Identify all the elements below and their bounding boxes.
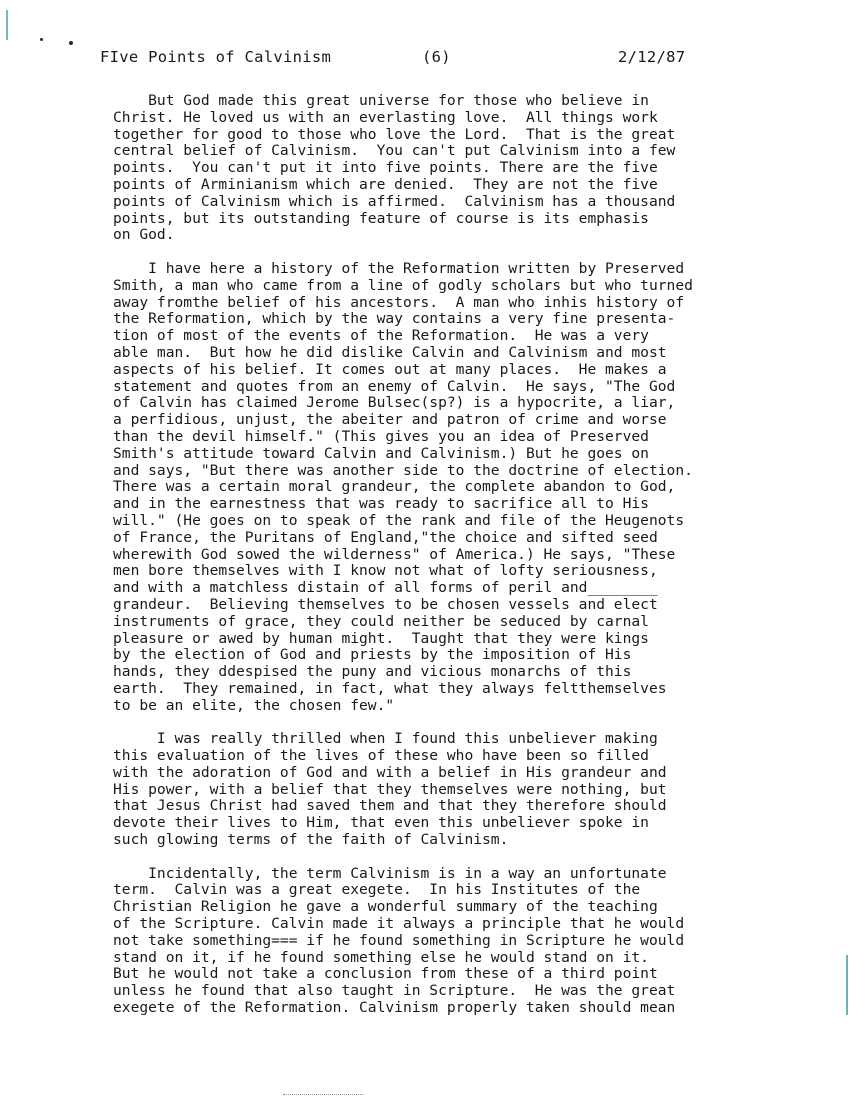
text-line: earth. They remained, in fact, what they always feltthemselves [113, 679, 667, 697]
text-line: But God made this great universe for those who believe in [113, 92, 649, 109]
text-line: stand on it, if he found something else he would stand on it. [113, 948, 649, 966]
text-line: exegete of the Reformation. Calvinism properly taken should mean [113, 999, 676, 1017]
text-line: statement and quotes from an enemy of Calvin. He says, "The God [113, 377, 676, 395]
text-line: But he would not take a conclusion from these of a third point [113, 965, 658, 983]
text-line: I was really thrilled when I found this unbeliever making [113, 730, 658, 748]
text-line: Christian Religion he gave a wonderful summary of the teaching [113, 898, 658, 916]
text-line: together for good to those who love the Lord. That is the great [113, 125, 676, 143]
paragraph [113, 261, 803, 715]
text-line: points. You can't put it into five points. There are the five [113, 159, 658, 177]
text-line: this evaluation of the lives of these who have been so filled [113, 747, 649, 765]
text-line: central belief of Calvinism. You can't put Calvinism into a few [113, 142, 676, 160]
stray-dot [40, 38, 43, 41]
paragraph [113, 93, 803, 244]
text-line: Christ. He loved us with an everlasting love. All things work [113, 108, 658, 126]
text-line: instruments of grace, they could neither be seduced by carnal [113, 612, 649, 630]
text-line: devote their lives to Him, that even this unbeliever spoke in [113, 814, 649, 832]
paragraph [113, 866, 803, 1017]
text-line: not take something=== if he found something in Scripture he would [113, 931, 685, 949]
text-line: and in the earnestness that was ready to sacrifice all to His [113, 495, 649, 513]
text-line: hands, they ddespised the puny and vicious monarchs of this [113, 663, 632, 681]
text-line: will." (He goes on to speak of the rank and file of the Heugenots [113, 511, 685, 529]
margin-mark [846, 955, 848, 1015]
text-line: There was a certain moral grandeur, the complete abandon to God, [113, 478, 676, 496]
text-line: term. Calvin was a great exegete. In his Institutes of the [113, 881, 641, 899]
text-line: aspects of his belief. It comes out at many places. He makes a [113, 360, 667, 378]
text-line: on God. [113, 226, 175, 244]
text-line: a perfidious, unjust, the abeiter and patron of crime and worse [113, 411, 667, 429]
text-line: of Calvin has claimed Jerome Bulsec(sp?) is a hypocrite, a liar, [113, 394, 676, 412]
text-line: His power, with a belief that they themselves were nothing, but [113, 780, 667, 798]
text-line: to be an elite, the chosen few." [113, 696, 395, 714]
page-header [100, 48, 800, 70]
text-line: and with a matchless distain of all forms of peril and________ [113, 579, 658, 597]
text-line: away fromthe belief of his ancestors. A man who inhis history of [113, 293, 685, 311]
header-title: FIve Points of Calvinism [100, 48, 332, 66]
header-page-number: (6) [422, 48, 451, 66]
text-line: such glowing terms of the faith of Calvinism. [113, 831, 509, 849]
text-line: able man. But how he did dislike Calvin and Calvinism and most [113, 343, 667, 361]
text-line: of France, the Puritans of England,"the choice and sifted seed [113, 528, 658, 546]
text-line: of the Scripture. Calvin made it always a principle that he would [113, 915, 685, 933]
text-line: men bore themselves with I know not what of lofty seriousness, [113, 562, 658, 580]
text-line: Smith's attitude toward Calvin and Calvinism.) But he goes on [113, 444, 649, 462]
document-body [113, 93, 803, 1034]
text-line: points of Arminianism which are denied. They are not the five [113, 175, 658, 193]
footer-mark [283, 1094, 363, 1097]
text-line: and says, "But there was another side to the doctrine of election. [113, 461, 693, 479]
text-line: wherewith God sowed the wilderness" of America.) He says, "These [113, 545, 676, 563]
text-line: than the devil himself." (This gives you an idea of Preserved [113, 427, 649, 445]
text-line: unless he found that also taught in Scripture. He was the great [113, 982, 676, 1000]
header-date: 2/12/87 [618, 48, 686, 66]
text-line: the Reformation, which by the way contains a very fine presenta- [113, 310, 676, 328]
text-line: that Jesus Christ had saved them and that they therefore should [113, 797, 667, 815]
stray-dot [69, 41, 73, 45]
text-line: Incidentally, the term Calvinism is in a way an unfortunate [113, 864, 667, 882]
text-line: grandeur. Believing themselves to be chosen vessels and elect [113, 595, 658, 613]
text-line: Smith, a man who came from a line of godly scholars but who turned [113, 276, 693, 294]
text-line: by the election of God and priests by the imposition of His [113, 646, 632, 664]
text-line: points, but its outstanding feature of course is its emphasis [113, 209, 649, 227]
text-line: pleasure or awed by human might. Taught that they were kings [113, 629, 649, 647]
text-line: points of Calvinism which is affirmed. Calvinism has a thousand [113, 192, 676, 210]
margin-mark [6, 10, 8, 40]
text-line: tion of most of the events of the Reformation. He was a very [113, 327, 649, 345]
paragraph [113, 731, 803, 849]
text-line: with the adoration of God and with a belief in His grandeur and [113, 763, 667, 781]
text-line: I have here a history of the Reformation written by Preserved [113, 259, 685, 277]
